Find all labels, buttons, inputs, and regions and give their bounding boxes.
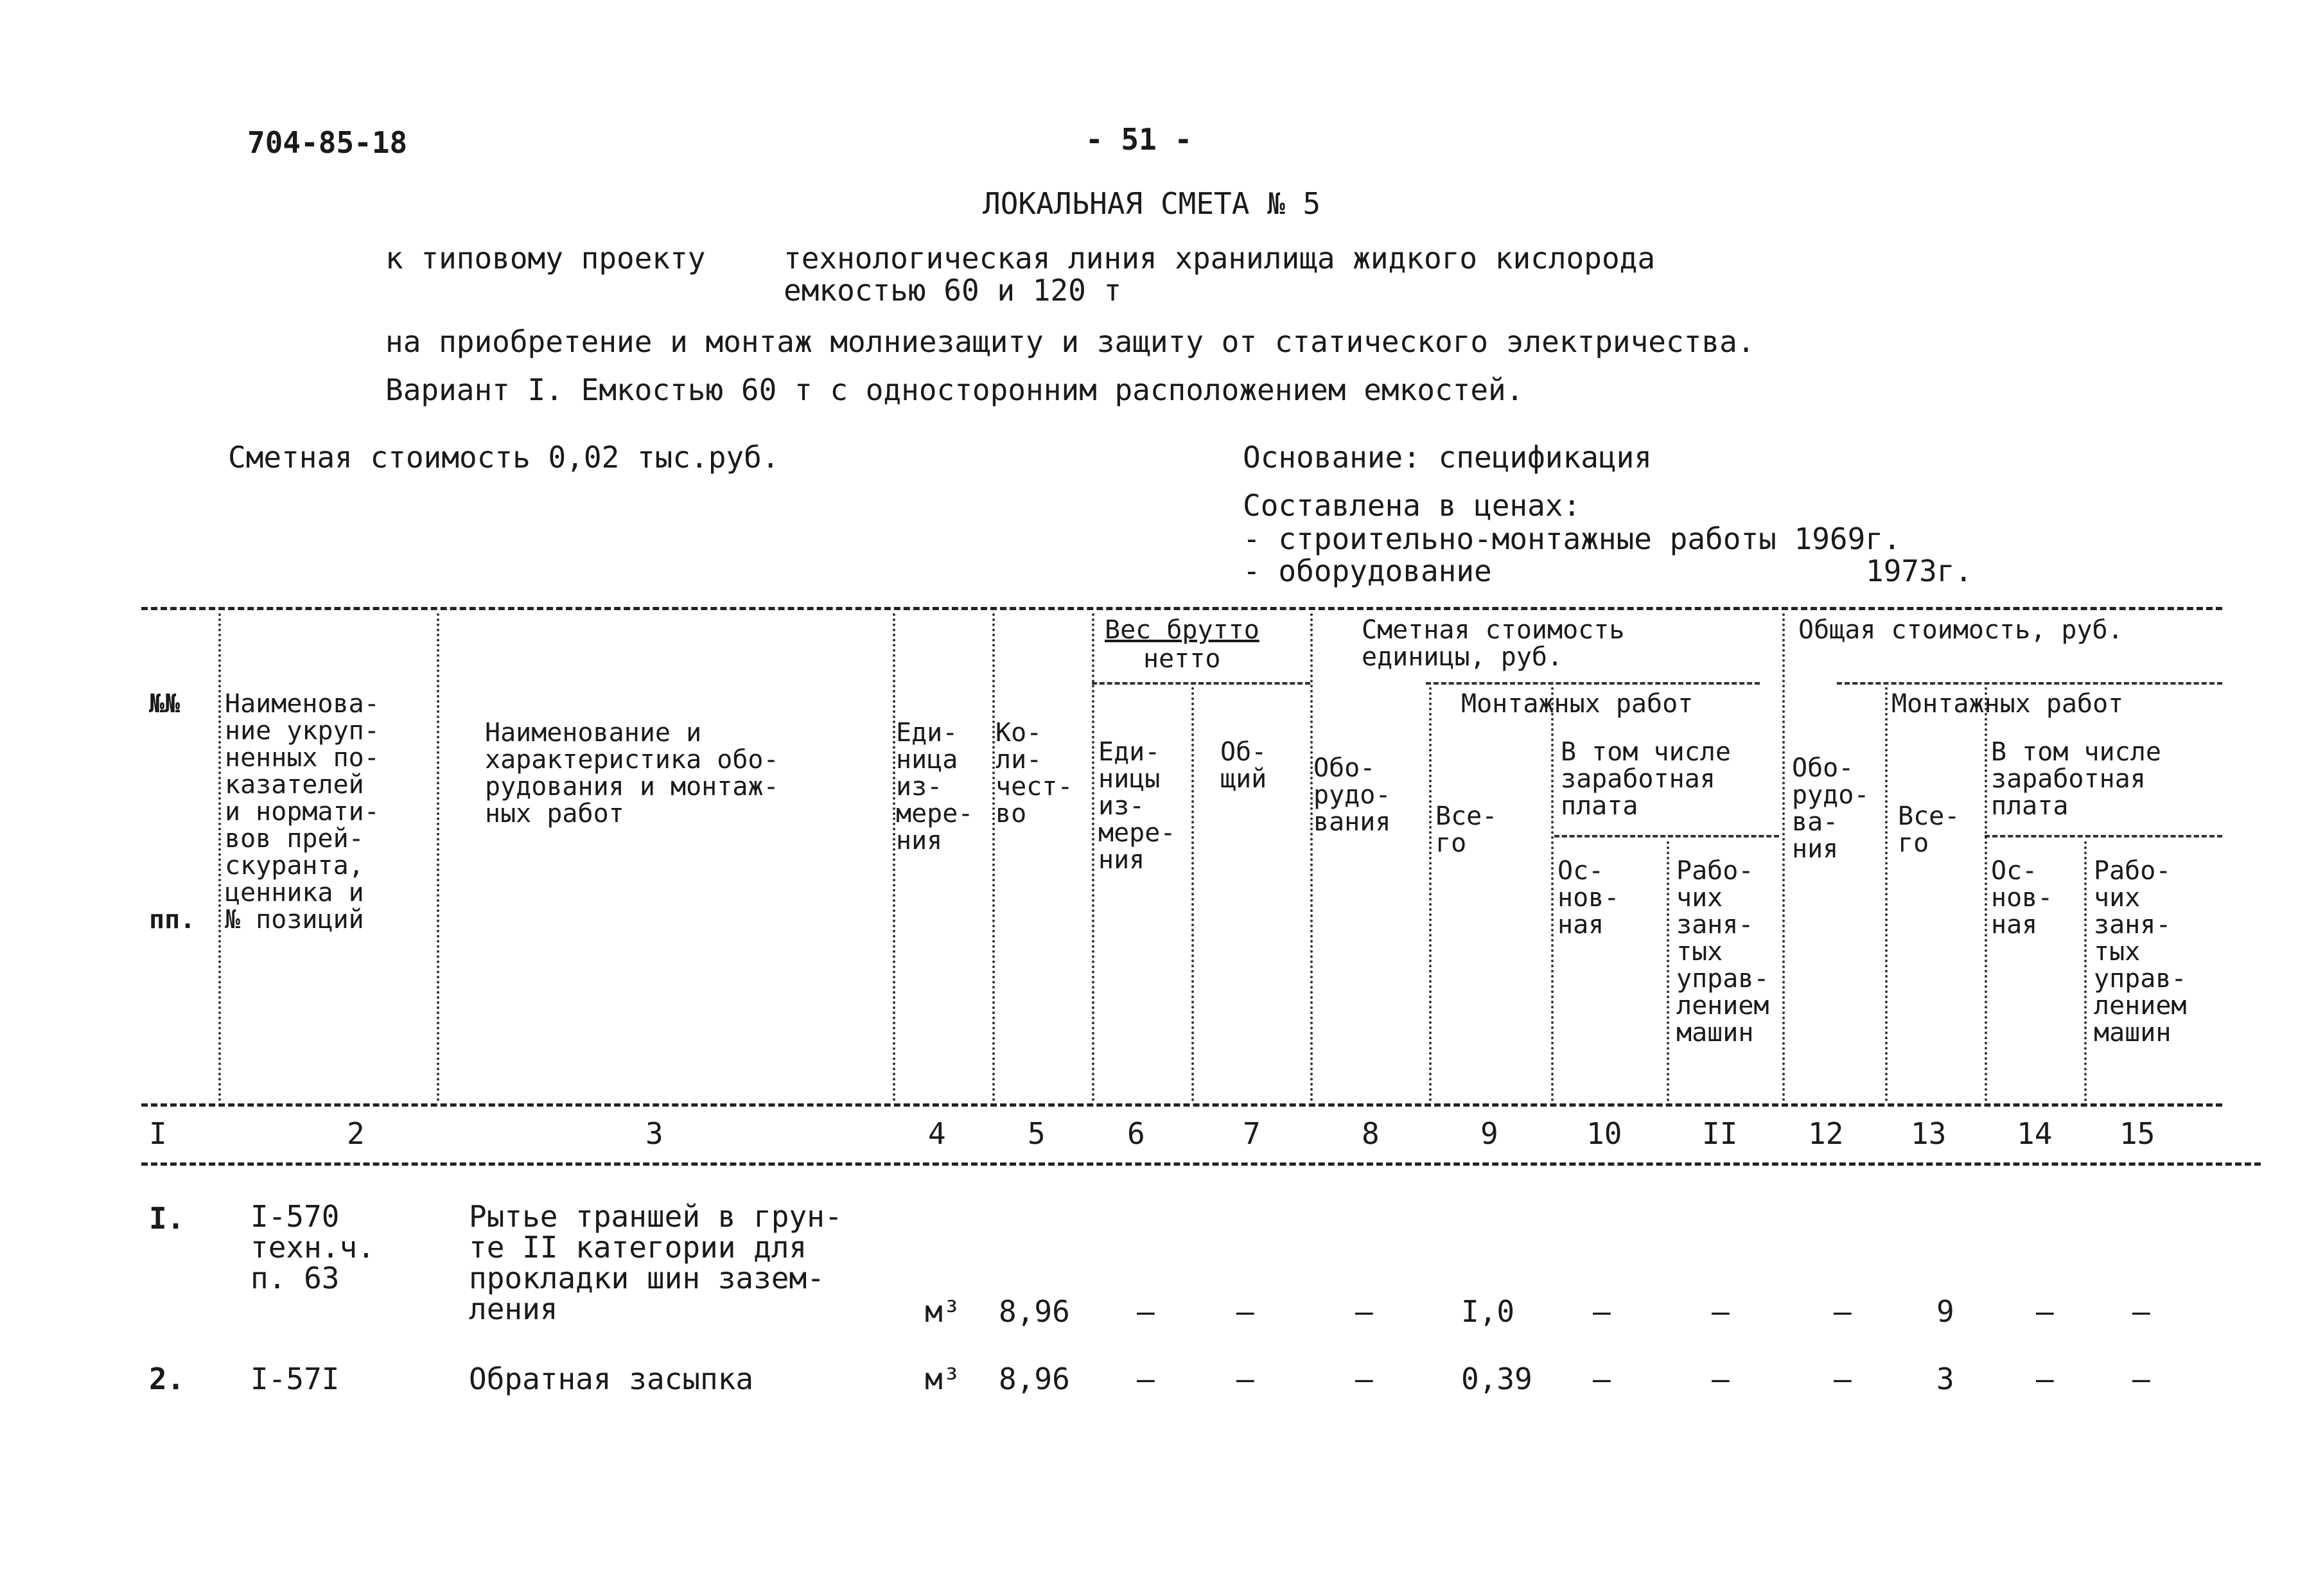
row-2-unit-basic: –: [1593, 1362, 1611, 1396]
col-divider: [1191, 687, 1194, 1101]
col-number: 6: [1127, 1116, 1145, 1151]
header-weight-group: Вес брутто: [1105, 615, 1259, 645]
header-unit-cost-basic: Ос- нов- ная: [1557, 856, 1620, 940]
total-group-rule: [1837, 682, 2222, 685]
col-number: 4: [928, 1116, 946, 1151]
col-number: 14: [2017, 1116, 2053, 1151]
header-unit-cost-total: Все- го: [1435, 802, 1498, 858]
document-code: 704-85-18: [247, 125, 408, 160]
row-1-unit-equipment: –: [1355, 1294, 1373, 1329]
estimated-cost: Сметная стоимость 0,02 тыс.руб.: [228, 440, 780, 475]
unit-cost-group-rule: [1426, 682, 1760, 685]
col-number: I: [149, 1116, 167, 1151]
weight-group-rule: [1092, 682, 1310, 685]
header-unit-cost-equipment: Обо- рудо- вания: [1313, 753, 1391, 837]
col-number: 5: [1028, 1116, 1046, 1151]
variant-line: Вариант I. Емкостью 60 т с односторонним расположением емкостей.: [385, 373, 1524, 407]
header-weight-total: Об- щий: [1220, 737, 1267, 794]
row-2-unit-total: 0,39: [1461, 1362, 1532, 1396]
header-norm-code: Наименова- ние укруп- ненных по- казателей и нормати- вов прей- скуранта, ценника и № позиций: [225, 689, 380, 934]
col-divider: [218, 613, 221, 1101]
row-2-code: I-57I: [250, 1362, 340, 1396]
header-incl-group-2: В том числе заработная плата: [1991, 737, 2161, 821]
header-unit-cost-group: Сметная стоимость единицы, руб.: [1362, 615, 1625, 672]
row-1-unit-basic: –: [1593, 1294, 1611, 1329]
row-1-unit-machines: –: [1712, 1294, 1730, 1329]
table-top-rule: [141, 607, 2222, 610]
header-total-basic: Ос- нов- ная: [1991, 856, 2053, 940]
col-divider: [1782, 613, 1785, 1101]
col-divider: [1092, 613, 1094, 1101]
basis-line: Основание: спецификация: [1243, 440, 1652, 475]
row-1-unit: м³: [925, 1294, 961, 1329]
row-2-total-equipment: –: [1834, 1362, 1852, 1396]
header-total-all: Все- го: [1898, 802, 1960, 858]
col-number: 3: [645, 1116, 663, 1151]
col-divider: [992, 613, 995, 1101]
header-total-equipment: Обо- рудо- ва- ния: [1792, 753, 1870, 864]
header-weight-unit: Еди- ницы из- мере- ния: [1098, 737, 1176, 875]
col-divider: [2084, 841, 2087, 1101]
purpose-line: на приобретение и монтаж молниезащиту и защиту от статического электричества.: [385, 324, 1755, 359]
row-1-total-machines: –: [2132, 1294, 2150, 1329]
row-2-number: 2.: [149, 1362, 185, 1396]
header-total-machines: Рабо- чих заня- тых управ- лением машин: [2094, 856, 2187, 1048]
col-number: II: [1702, 1116, 1738, 1151]
header-work-name: Наименование и характеристика обо- рудования и монтаж- ных работ: [485, 718, 779, 829]
document-title: ЛОКАЛЬНАЯ СМЕТА № 5: [983, 186, 1321, 221]
row-2-total-machines: –: [2132, 1362, 2150, 1396]
subtitle-line-1: технологическая линия хранилища жидкого кислорода: [784, 241, 1656, 276]
row-2-total-basic: –: [2036, 1362, 2054, 1396]
subtitle-line-2: емкостью 60 и 120 т: [784, 273, 1122, 308]
col-number: 10: [1586, 1116, 1622, 1151]
col-divider: [437, 613, 439, 1101]
col-divider: [1551, 687, 1554, 1101]
row-2-unit-machines: –: [1712, 1362, 1730, 1396]
col-divider: [1429, 687, 1432, 1101]
col-number: 2: [347, 1116, 365, 1151]
header-row-number: №№ пп.: [149, 689, 196, 934]
row-1-code: I-570 техн.ч. п. 63: [250, 1199, 375, 1295]
incl-group2-rule: [1985, 835, 2222, 837]
header-number-rule-top: [141, 1103, 2222, 1107]
header-total-cost-group: Общая стоимость, руб.: [1798, 615, 2123, 645]
row-2-unit: м³: [925, 1362, 961, 1396]
row-1-name: Рытье траншей в грун- те II категории для прокладки шин зазем- ления: [469, 1199, 843, 1326]
col-number: 7: [1243, 1116, 1261, 1151]
header-quantity: Ко- ли- чест- во: [996, 718, 1073, 829]
col-divider: [1985, 687, 1987, 1101]
prices-line-1: - строительно-монтажные работы 1969г.: [1243, 522, 1901, 556]
prices-line-2-label: - оборудование: [1243, 554, 1492, 588]
row-1-total-all: 9: [1936, 1294, 1954, 1329]
page-number: - 51 -: [1085, 122, 1193, 157]
row-1-weight-unit: –: [1137, 1294, 1155, 1329]
col-number: 15: [2119, 1116, 2155, 1151]
row-1-quantity: 8,96: [999, 1294, 1070, 1329]
row-2-weight-total: –: [1236, 1362, 1254, 1396]
header-number-rule-bottom: [141, 1162, 2261, 1166]
header-mont-group: Монтажных работ: [1461, 689, 1694, 719]
row-1-total-equipment: –: [1834, 1294, 1852, 1329]
row-2-quantity: 8,96: [999, 1362, 1070, 1396]
col-number: 12: [1808, 1116, 1844, 1151]
header-unit-cost-machines: Рабо- чих заня- тых управ- лением машин: [1676, 856, 1769, 1048]
col-number: 13: [1911, 1116, 1947, 1151]
row-2-total-all: 3: [1936, 1362, 1954, 1396]
prices-line-2-year: 1973г.: [1866, 554, 1973, 588]
col-divider: [893, 613, 895, 1101]
incl-group-rule: [1554, 835, 1779, 837]
prices-title: Составлена в ценах:: [1243, 488, 1581, 523]
row-1-unit-total: I,0: [1461, 1294, 1515, 1329]
row-1-weight-total: –: [1236, 1294, 1254, 1329]
row-2-name: Обратная засыпка: [469, 1362, 754, 1396]
header-mont-group-2: Монтажных работ: [1891, 689, 2124, 719]
row-2-unit-equipment: –: [1355, 1362, 1373, 1396]
col-divider: [1667, 841, 1669, 1101]
header-incl-group: В том числе заработная плата: [1561, 737, 1731, 821]
row-1-total-basic: –: [2036, 1294, 2054, 1329]
row-1-number: I.: [149, 1201, 185, 1236]
header-unit: Еди- ница из- мере- ния: [896, 718, 974, 855]
col-divider: [1885, 687, 1888, 1101]
row-2-weight-unit: –: [1137, 1362, 1155, 1396]
col-number: 8: [1362, 1116, 1380, 1151]
header-weight-net: нетто: [1143, 644, 1221, 674]
col-divider: [1310, 613, 1313, 1101]
subtitle-prefix: к типовому проекту: [385, 241, 706, 276]
col-number: 9: [1480, 1116, 1498, 1151]
